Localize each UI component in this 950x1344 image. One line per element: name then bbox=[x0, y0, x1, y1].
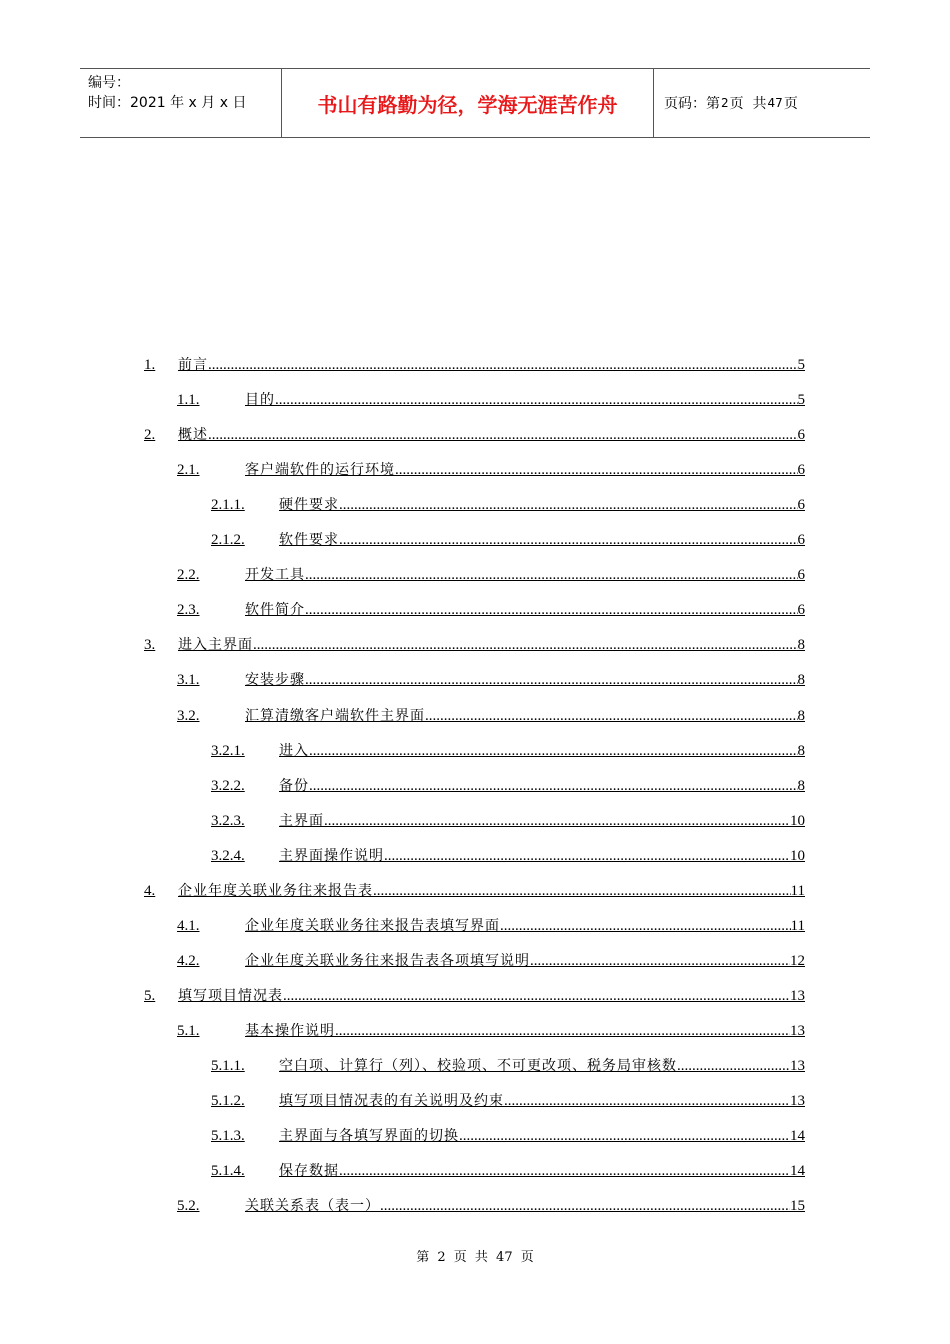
number-label: 编号： bbox=[88, 75, 130, 91]
toc-entry-number: 3.2.1. bbox=[211, 743, 245, 759]
toc-entry-page: 13 bbox=[790, 1093, 805, 1109]
toc-entry-title: 开发工具 bbox=[245, 567, 305, 583]
toc-entry-title: 保存数据 bbox=[279, 1163, 339, 1179]
toc-leader-dots bbox=[335, 1022, 790, 1040]
toc-entry-page: 6 bbox=[797, 567, 805, 583]
toc-entry-title: 汇算清缴客户端软件主界面 bbox=[245, 708, 425, 724]
toc-leader-dots bbox=[380, 1197, 790, 1215]
toc-leader-dots bbox=[530, 952, 790, 970]
toc-entry-page: 11 bbox=[790, 883, 805, 899]
toc-entry-page: 6 bbox=[797, 532, 805, 548]
toc-entry-link[interactable] bbox=[279, 742, 805, 760]
toc-entry-link[interactable] bbox=[245, 917, 805, 935]
toc-entry-page: 14 bbox=[790, 1163, 805, 1179]
toc-entry-link[interactable] bbox=[178, 987, 805, 1005]
toc-entry-link[interactable] bbox=[279, 777, 805, 795]
toc-entry-page: 6 bbox=[797, 462, 805, 478]
toc-entry[interactable] bbox=[211, 841, 805, 865]
toc-entry-number: 5.1.4. bbox=[211, 1163, 245, 1179]
toc-entry-page: 14 bbox=[790, 1128, 805, 1144]
toc-entry-number: 3.2.2. bbox=[211, 778, 245, 794]
header-page-info bbox=[654, 69, 870, 137]
toc-entry-link[interactable] bbox=[279, 1162, 805, 1180]
toc-entry-number: 4.1. bbox=[177, 918, 200, 934]
toc-entry[interactable] bbox=[211, 1086, 805, 1110]
toc-entry-number: 5.2. bbox=[177, 1198, 200, 1214]
toc-entry-title: 主界面 bbox=[279, 813, 324, 829]
page-total: 47 bbox=[767, 96, 783, 110]
toc-leader-dots bbox=[425, 707, 798, 725]
toc-entry[interactable] bbox=[211, 1051, 805, 1075]
toc-entry-title: 关联关系表（表一） bbox=[245, 1198, 380, 1214]
toc-entry-title: 软件要求 bbox=[279, 532, 339, 548]
toc-entry-page: 10 bbox=[790, 848, 805, 864]
toc-entry-page: 8 bbox=[797, 743, 805, 759]
toc-entry-title: 基本操作说明 bbox=[245, 1023, 335, 1039]
toc-entry-title: 主界面与各填写界面的切换 bbox=[279, 1128, 459, 1144]
toc-entry-title: 企业年度关联业务往来报告表填写界面 bbox=[245, 918, 500, 934]
toc-entry-link[interactable] bbox=[279, 847, 805, 865]
page-footer: 第 2 页 共 47 页 bbox=[416, 1250, 534, 1265]
toc-entry-title: 空白项、计算行（列）、校验项、不可更改项、税务局审核数 bbox=[279, 1058, 677, 1074]
page-suffix: 页 bbox=[783, 96, 798, 112]
toc-entry[interactable] bbox=[144, 981, 805, 1005]
toc-entry[interactable] bbox=[211, 490, 805, 514]
toc-entry-title: 填写项目情况表 bbox=[178, 988, 283, 1004]
toc-leader-dots bbox=[309, 777, 798, 795]
toc-entry[interactable] bbox=[177, 665, 805, 689]
toc-entry-link[interactable] bbox=[245, 671, 805, 689]
toc-entry-link[interactable] bbox=[245, 952, 805, 970]
toc-entry-link[interactable] bbox=[279, 812, 805, 830]
toc-entry-title: 主界面操作说明 bbox=[279, 848, 384, 864]
toc-entry-link[interactable] bbox=[245, 1022, 805, 1040]
toc-entry[interactable] bbox=[177, 1191, 805, 1215]
toc-entry-number: 5.1.1. bbox=[211, 1058, 245, 1074]
toc-entry-title: 进入主界面 bbox=[178, 637, 253, 653]
toc-entry[interactable] bbox=[144, 630, 805, 654]
toc-entry-link[interactable] bbox=[245, 1197, 805, 1215]
toc-leader-dots bbox=[677, 1057, 790, 1075]
toc-entry-number: 3.2.3. bbox=[211, 813, 245, 829]
toc-entry-title: 备份 bbox=[279, 778, 309, 794]
toc-entry-page: 13 bbox=[790, 1023, 805, 1039]
toc-leader-dots bbox=[324, 812, 790, 830]
toc-entry-title: 进入 bbox=[279, 743, 309, 759]
toc-entry-title: 安装步骤 bbox=[245, 672, 305, 688]
toc-leader-dots bbox=[305, 566, 798, 584]
toc-entry-number: 5.1. bbox=[177, 1023, 200, 1039]
toc-leader-dots bbox=[283, 987, 790, 1005]
toc-entry-page: 8 bbox=[797, 778, 805, 794]
toc-entry-number: 5. bbox=[144, 988, 156, 1004]
toc-entry-number: 5.1.3. bbox=[211, 1128, 245, 1144]
toc-entry-link[interactable] bbox=[245, 601, 805, 619]
toc-leader-dots bbox=[339, 531, 798, 549]
document-header bbox=[80, 68, 870, 138]
toc-entry[interactable] bbox=[211, 806, 805, 830]
toc-leader-dots bbox=[208, 356, 798, 374]
toc-entry-page: 8 bbox=[797, 672, 805, 688]
toc-entry-page: 6 bbox=[797, 602, 805, 618]
toc-entry-page: 6 bbox=[797, 427, 805, 443]
toc-entry[interactable] bbox=[211, 736, 805, 760]
toc-entry-number: 2.1.1. bbox=[211, 497, 245, 513]
toc-entry-link[interactable] bbox=[279, 531, 805, 549]
toc-entry[interactable] bbox=[177, 1016, 805, 1040]
toc-entry-link[interactable] bbox=[279, 1127, 805, 1145]
toc-entry[interactable] bbox=[177, 701, 805, 725]
toc-entry[interactable] bbox=[211, 1156, 805, 1180]
toc-entry-title: 企业年度关联业务往来报告表各项填写说明 bbox=[245, 953, 530, 969]
toc-entry-number: 4.2. bbox=[177, 953, 200, 969]
toc-entry-link[interactable] bbox=[178, 356, 805, 374]
toc-entry-link[interactable] bbox=[279, 1092, 805, 1110]
toc-leader-dots bbox=[339, 1162, 790, 1180]
toc-entry-title: 硬件要求 bbox=[279, 497, 339, 513]
toc-leader-dots bbox=[373, 882, 791, 900]
toc-entry-number: 3.1. bbox=[177, 672, 200, 688]
toc-entry-page: 5 bbox=[797, 392, 805, 408]
toc-entry-number: 2.3. bbox=[177, 602, 200, 618]
toc-entry[interactable] bbox=[211, 525, 805, 549]
toc-leader-dots bbox=[305, 601, 798, 619]
toc-entry[interactable] bbox=[144, 876, 805, 900]
toc-entry-number: 4. bbox=[144, 883, 156, 899]
toc-entry-link[interactable] bbox=[279, 496, 805, 514]
toc-entry-page: 12 bbox=[790, 953, 805, 969]
header-meta bbox=[80, 69, 282, 137]
toc-entry-page: 15 bbox=[790, 1198, 805, 1214]
toc-entry[interactable] bbox=[211, 1121, 805, 1145]
toc-entry-link[interactable] bbox=[279, 1057, 805, 1075]
toc-entry-link[interactable] bbox=[245, 391, 805, 409]
toc-leader-dots bbox=[208, 426, 798, 444]
toc-leader-dots bbox=[395, 461, 798, 479]
toc-entry-number: 3. bbox=[144, 637, 156, 653]
toc-entry-link[interactable] bbox=[245, 707, 805, 725]
toc-entry-number: 5.1.2. bbox=[211, 1093, 245, 1109]
page-prefix: 页码：第 bbox=[664, 96, 720, 112]
toc-entry-page: 13 bbox=[790, 988, 805, 1004]
time-label: 时间：2021 年 x 月 x 日 bbox=[88, 95, 247, 111]
toc-entry-link[interactable] bbox=[245, 566, 805, 584]
toc-leader-dots bbox=[339, 496, 798, 514]
toc-entry-link[interactable] bbox=[178, 636, 805, 654]
toc-entry-link[interactable] bbox=[178, 882, 805, 900]
toc-entry-page: 6 bbox=[797, 497, 805, 513]
toc-entry-number: 1.1. bbox=[177, 392, 200, 408]
toc-entry-page: 11 bbox=[790, 918, 805, 934]
toc-leader-dots bbox=[504, 1092, 790, 1110]
page-mid: 页 共 bbox=[729, 96, 767, 112]
toc-leader-dots bbox=[309, 742, 798, 760]
toc-entry-page: 13 bbox=[790, 1058, 805, 1074]
toc-entry-number: 1. bbox=[144, 357, 156, 373]
toc-entry-title: 目的 bbox=[245, 392, 275, 408]
toc-entry-title: 填写项目情况表的有关说明及约束 bbox=[279, 1093, 504, 1109]
toc-entry-link[interactable] bbox=[245, 461, 805, 479]
toc-entry[interactable] bbox=[177, 385, 805, 409]
toc-leader-dots bbox=[500, 917, 791, 935]
toc-entry[interactable] bbox=[177, 455, 805, 479]
toc-entry-title: 前言 bbox=[178, 357, 208, 373]
toc-entry-page: 10 bbox=[790, 813, 805, 829]
toc-entry-number: 2.1.2. bbox=[211, 532, 245, 548]
toc-entry[interactable] bbox=[177, 946, 805, 970]
toc-entry-title: 企业年度关联业务往来报告表 bbox=[178, 883, 373, 899]
toc-entry-page: 5 bbox=[797, 357, 805, 373]
toc-entry-title: 软件简介 bbox=[245, 602, 305, 618]
toc-leader-dots bbox=[384, 847, 790, 865]
toc-entry-number: 2.2. bbox=[177, 567, 200, 583]
toc-entry-number: 2.1. bbox=[177, 462, 200, 478]
toc-entry-page: 8 bbox=[797, 708, 805, 724]
toc-entry-number: 3.2.4. bbox=[211, 848, 245, 864]
toc-leader-dots bbox=[253, 636, 798, 654]
toc-entry-title: 概述 bbox=[178, 427, 208, 443]
toc-entry-title: 客户端软件的运行环境 bbox=[245, 462, 395, 478]
header-motto: 书山有路勤为径，学海无涯苦作舟 bbox=[282, 69, 654, 137]
toc-leader-dots bbox=[275, 391, 798, 409]
toc-entry-page: 8 bbox=[797, 637, 805, 653]
toc-leader-dots bbox=[305, 671, 798, 689]
toc-entry[interactable] bbox=[177, 595, 805, 619]
toc-entry[interactable] bbox=[177, 560, 805, 584]
toc-entry[interactable] bbox=[177, 911, 805, 935]
toc-entry-number: 2. bbox=[144, 427, 156, 443]
toc-entry-number: 3.2. bbox=[177, 708, 200, 724]
toc-entry-link[interactable] bbox=[178, 426, 805, 444]
page-current: 2 bbox=[721, 96, 729, 110]
toc-leader-dots bbox=[459, 1127, 790, 1145]
toc-entry[interactable] bbox=[211, 771, 805, 795]
toc-entry[interactable] bbox=[144, 420, 805, 444]
toc-entry[interactable] bbox=[144, 350, 805, 374]
